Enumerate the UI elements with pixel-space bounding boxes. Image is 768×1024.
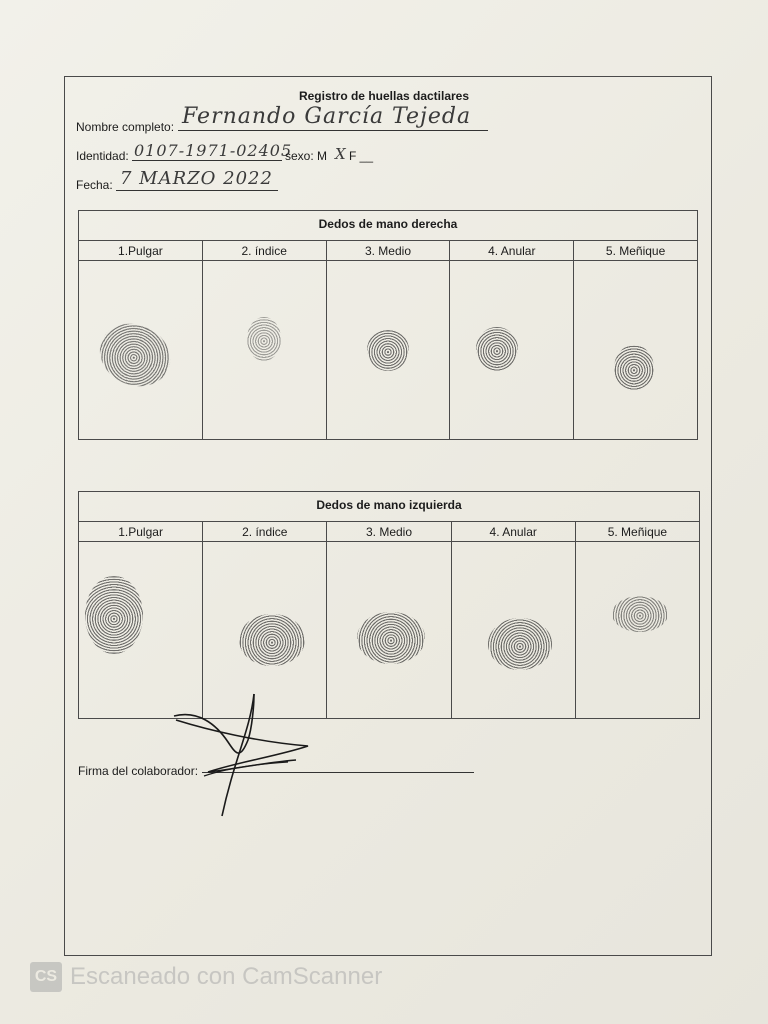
left-thumb-column xyxy=(79,522,203,718)
date-underline xyxy=(116,190,278,191)
left-pinky-label: 5. Meñique xyxy=(576,522,699,542)
handwritten-signature xyxy=(168,690,318,820)
right-thumb-column xyxy=(79,241,203,439)
left-pinky-column xyxy=(576,522,699,718)
right-pinky-print xyxy=(614,345,654,391)
left-pinky-box xyxy=(576,542,699,718)
right-index-print xyxy=(247,317,281,361)
right-thumb-label: 1.Pulgar xyxy=(79,241,202,261)
right-index-box xyxy=(203,261,326,439)
left-hand-header: Dedos de mano izquierda xyxy=(79,492,699,522)
date-value: 7 MARZO 2022 xyxy=(120,168,273,189)
right-index-column xyxy=(203,241,327,439)
name-value: Fernando García Tejeda xyxy=(182,104,472,129)
id-value: 0107-1971-02405 xyxy=(134,141,293,160)
right-pinky-column xyxy=(574,241,697,439)
form-title: Registro de huellas dactilares xyxy=(298,89,470,103)
scanner-watermark xyxy=(30,962,382,992)
right-index-label: 2. índice xyxy=(203,241,326,261)
right-middle-print xyxy=(367,329,409,371)
left-middle-label: 3. Medio xyxy=(327,522,450,542)
right-ring-print xyxy=(476,327,518,371)
left-ring-label: 4. Anular xyxy=(452,522,575,542)
sex-label: sexo: M xyxy=(285,149,328,163)
name-underline xyxy=(178,130,488,131)
right-thumb-print xyxy=(90,313,181,398)
left-thumb-print xyxy=(85,576,143,654)
camscanner-logo-icon: CS xyxy=(30,962,62,992)
left-ring-print xyxy=(488,618,552,670)
sex-mark: X xyxy=(335,145,347,163)
right-ring-box xyxy=(450,261,573,439)
right-middle-box xyxy=(327,261,450,439)
right-ring-column xyxy=(450,241,574,439)
left-middle-print xyxy=(357,612,425,664)
right-hand-header: Dedos de mano derecha xyxy=(79,211,697,241)
right-middle-label: 3. Medio xyxy=(327,241,450,261)
right-middle-column xyxy=(327,241,451,439)
right-hand-table xyxy=(78,210,698,440)
left-index-print xyxy=(239,614,305,666)
date-label: Fecha: xyxy=(76,178,113,192)
name-label: Nombre completo: xyxy=(76,120,175,134)
signature-label: Firma del colaborador: xyxy=(78,764,199,778)
left-thumb-label: 1.Pulgar xyxy=(79,522,202,542)
right-pinky-label: 5. Meñique xyxy=(574,241,697,261)
id-underline xyxy=(132,160,282,161)
left-middle-column xyxy=(327,522,451,718)
sex-f-label: F __ xyxy=(349,149,374,163)
id-label: Identidad: xyxy=(76,149,129,163)
right-thumb-box xyxy=(79,261,202,439)
left-ring-column xyxy=(452,522,576,718)
left-ring-box xyxy=(452,542,575,718)
left-index-column xyxy=(203,522,327,718)
left-pinky-print xyxy=(612,596,668,632)
left-middle-box xyxy=(327,542,450,718)
watermark-text: Escaneado con CamScanner xyxy=(70,963,383,990)
right-pinky-box xyxy=(574,261,697,439)
right-ring-label: 4. Anular xyxy=(450,241,573,261)
left-index-label: 2. índice xyxy=(203,522,326,542)
left-hand-table xyxy=(78,491,700,719)
